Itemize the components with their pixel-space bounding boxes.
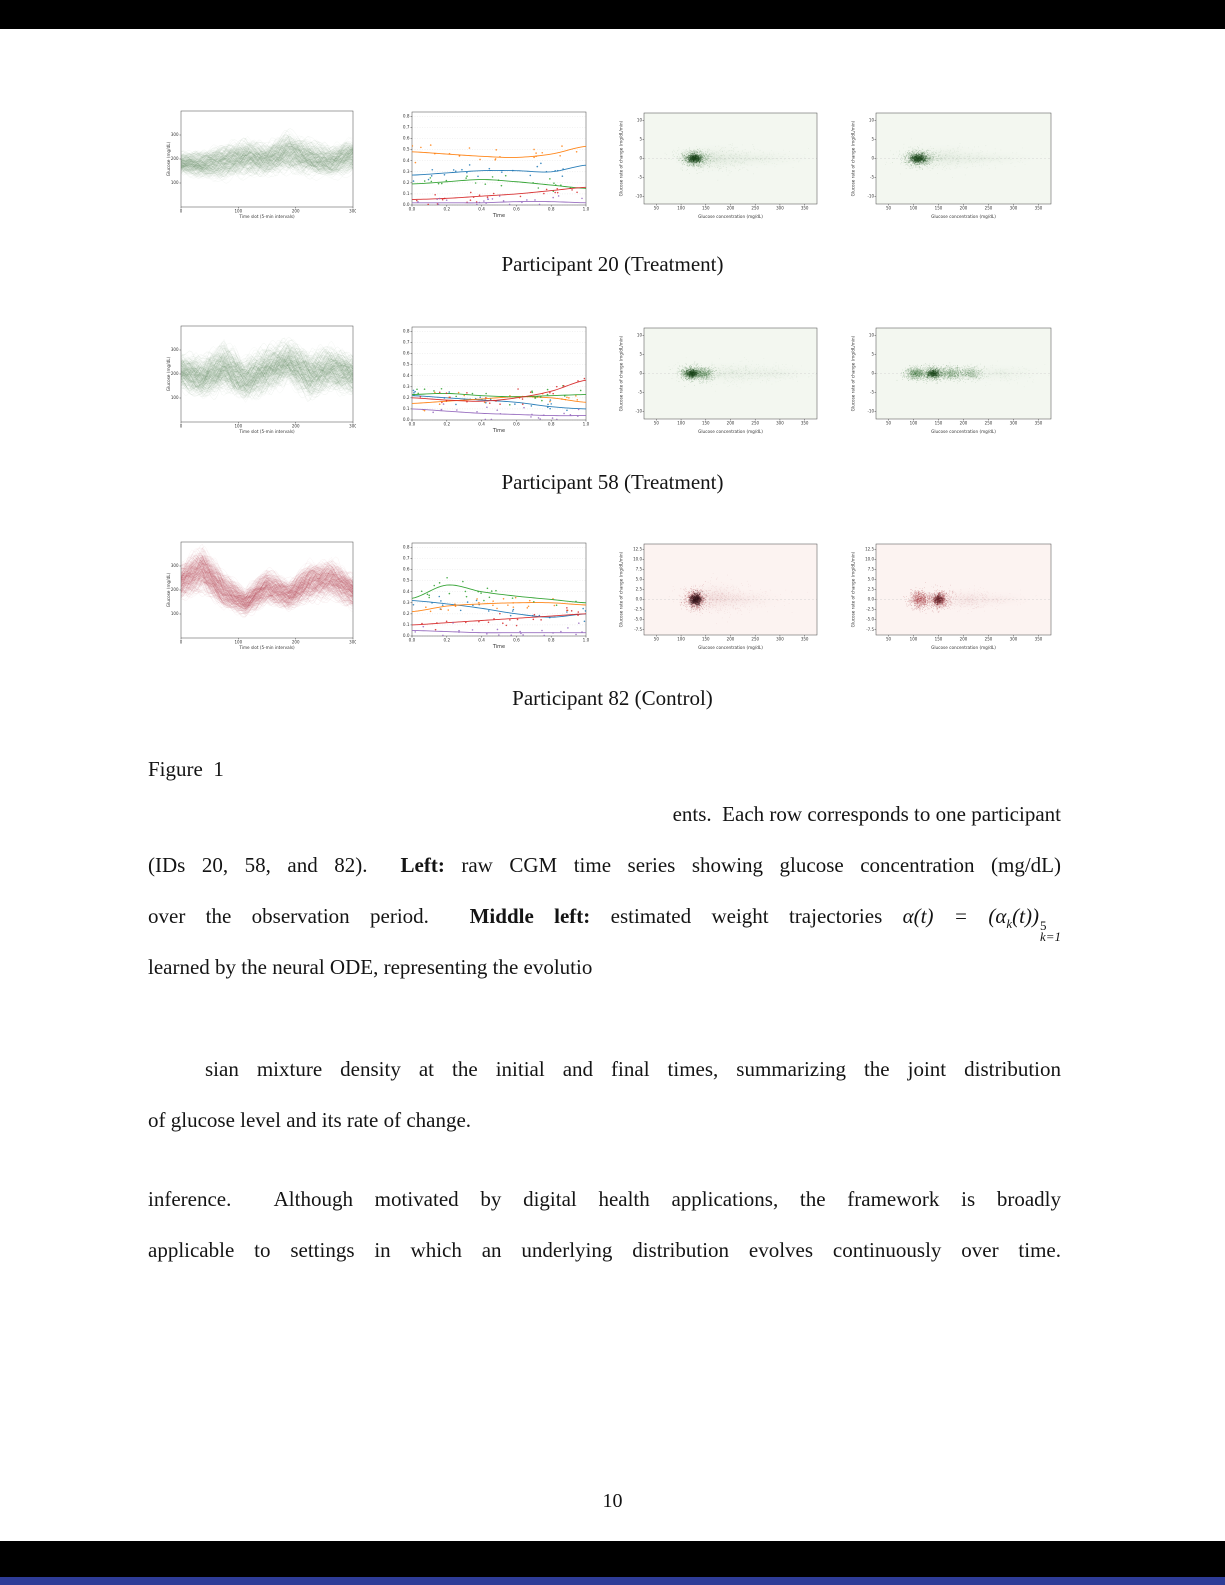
caption-line-4: learned by the neural ODE, representing the evolutio bbox=[148, 955, 593, 979]
plot-p82-density-final bbox=[850, 539, 1056, 651]
paragraph-2 bbox=[148, 1044, 1061, 1146]
plot-p58-raw-cgm bbox=[166, 323, 356, 435]
caption-line-2 bbox=[148, 840, 1061, 891]
math-superscript-5: 5 bbox=[1039, 918, 1047, 933]
plot-p82-density-initial bbox=[618, 539, 822, 651]
p2-line-1: sian mixture density at the initial and final times, summarizing the joint distribution bbox=[205, 1057, 1061, 1081]
p3-line-2: applicable to settings in which an underlying distribution evolves continuously over time. bbox=[148, 1238, 1061, 1262]
plot-p20-density-initial bbox=[618, 108, 822, 220]
plot-p58-density-initial bbox=[618, 323, 822, 435]
caption-segment: estimated weight trajectories bbox=[590, 904, 903, 928]
math-alpha-expression: α(t) = (α bbox=[902, 904, 1007, 928]
caption-segment: raw CGM time series showing glucose concentration (mg/dL) bbox=[444, 853, 1062, 877]
page-number: 10 bbox=[602, 1490, 623, 1512]
math-alpha-expression: (t)) bbox=[1012, 904, 1039, 928]
plot-p20-weight-trajectories bbox=[392, 108, 590, 220]
figure-label: Figure 1 bbox=[148, 757, 224, 781]
p2-line-2: of glucose level and its rate of change. bbox=[148, 1108, 472, 1132]
row-caption-participant-58: Participant 58 (Treatment) bbox=[501, 470, 724, 494]
plot-p58-weight-trajectories bbox=[392, 323, 590, 435]
plot-p20-density-final bbox=[850, 108, 1056, 220]
plot-p82-weight-trajectories bbox=[392, 539, 590, 651]
caption-line-3 bbox=[148, 891, 1061, 942]
caption-line-1: ents. Each row corresponds to one participant bbox=[672, 802, 1061, 826]
math-sup-sub-stack bbox=[1040, 920, 1061, 942]
figure-caption-block bbox=[148, 789, 1061, 993]
plot-p82-raw-cgm bbox=[166, 539, 356, 651]
caption-segment: (IDs 20, 58, and 82). bbox=[148, 853, 401, 877]
caption-segment: over the observation period. bbox=[148, 904, 470, 928]
plot-p58-density-final bbox=[850, 323, 1056, 435]
math-subscript-k: k bbox=[1006, 916, 1013, 932]
row-caption-participant-82: Participant 82 (Control) bbox=[512, 686, 713, 710]
math-subscript-k1: k=1 bbox=[1039, 929, 1062, 944]
row-caption-participant-20: Participant 20 (Treatment) bbox=[501, 252, 724, 276]
paragraph-3 bbox=[148, 1174, 1061, 1276]
top-black-bar bbox=[0, 0, 1225, 29]
caption-bold-left: Left: bbox=[400, 853, 445, 877]
plot-p20-raw-cgm bbox=[166, 108, 356, 220]
bottom-blue-strip bbox=[0, 1577, 1225, 1585]
p3-line-1: inference. Although motivated by digital health applications, the framework is broadly bbox=[148, 1187, 1061, 1211]
caption-bold-middle-left: Middle left: bbox=[469, 904, 591, 928]
bottom-black-bar bbox=[0, 1541, 1225, 1577]
